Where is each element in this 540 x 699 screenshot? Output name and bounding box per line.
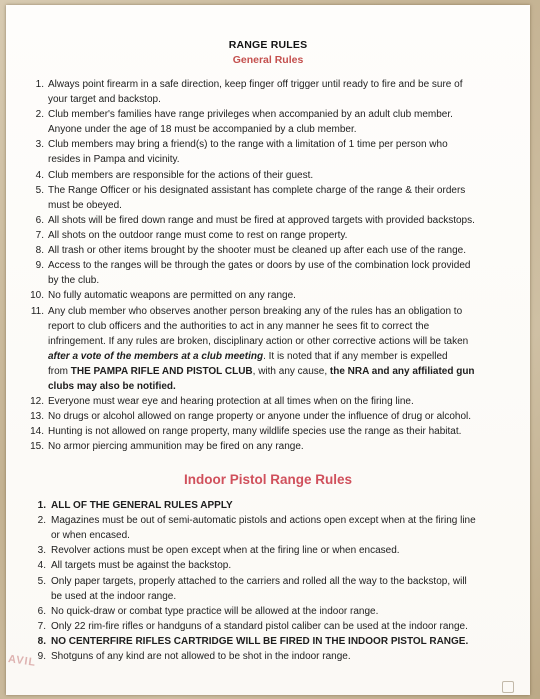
vote-text: after a vote of the members at a club meeting [48, 350, 264, 362]
rule-number: 15. [30, 441, 44, 453]
rule-number: 12. [30, 396, 44, 408]
rule-line: All shots on the outdoor range must come to rest on range property. [48, 230, 348, 241]
rule-number: 9. [35, 260, 44, 272]
rule-text [51, 498, 233, 513]
rule-text [48, 288, 296, 303]
rule-line: No armor piercing ammunition may be fired on any range. [48, 441, 304, 453]
rule-line: ALL OF THE GENERAL RULES APPLY [51, 500, 233, 511]
rule-line: NO CENTERFIRE RIFLES CARTRIDGE WILL BE FIRED IN THE INDOOR PISTOL RANGE. [51, 635, 469, 647]
rule-line: Club member's families have range privileges when accompanied by an adult club member. [48, 109, 453, 121]
rule-line: your target and backstop. [48, 94, 161, 106]
general-rules-subtitle: General Rules [232, 54, 304, 66]
rule-text [48, 394, 414, 409]
rule-number: 9. [37, 651, 46, 662]
rule-text [48, 304, 475, 395]
rule-text [51, 649, 351, 664]
indoor-section-title: Indoor Pistol Range Rules [183, 472, 353, 487]
rule-text [48, 137, 448, 167]
rule-line: resides in Pampa and vicinity. [48, 154, 180, 166]
rule-line: Any club member who observes another person breaking any of the rules has an obligation to [48, 305, 463, 317]
rule-number: 7. [35, 230, 44, 241]
rule-text [48, 213, 475, 228]
rule-number: 13. [30, 411, 44, 423]
vote-tail: . It is noted that if any member is expelled [263, 350, 448, 362]
rule-number: 14. [30, 426, 44, 438]
rule-text [48, 258, 470, 288]
rule-text [48, 107, 453, 137]
rule-text [51, 619, 468, 634]
page-title: RANGE RULES [228, 39, 308, 51]
rule-line: Only paper targets, properly attached to the carriers and rolled all the way to the backstop, will [51, 575, 467, 587]
rule-text [48, 243, 466, 258]
rules-sheet [6, 5, 530, 695]
rule-text [51, 543, 400, 558]
rule-line: Access to the ranges will be through the gates or doors by use of the combination lock provided [48, 260, 471, 272]
rule-line: clubs may also be notified. [48, 380, 176, 392]
rule-number: 2. [37, 515, 46, 527]
rule-number: 8. [35, 245, 44, 257]
rule-number: 1. [35, 79, 44, 90]
rule-line: Club members may bring a friend(s) to the range with a limitation of 1 time per person who [48, 139, 448, 151]
rule-number: 11. [30, 305, 44, 317]
rule-number: 10. [30, 290, 44, 302]
rule-line: Hunting is not allowed on range property, many wildlife species use the range as their habitat. [48, 426, 462, 438]
rule-text [51, 513, 476, 543]
rule-line: No fully automatic weapons are permitted on any range. [48, 290, 296, 302]
rule-text [48, 424, 461, 439]
rule-number: 5. [35, 184, 44, 196]
from-mid: , with any cause, [252, 365, 330, 377]
rule-text [48, 168, 313, 183]
rule-text [48, 228, 347, 243]
rule-number: 6. [35, 214, 44, 226]
rule-number: 8. [37, 635, 46, 647]
rule-number: 3. [35, 139, 44, 151]
rule-text [48, 409, 471, 424]
rule-line: be used at the indoor range. [51, 590, 177, 602]
from-prefix: from [48, 365, 71, 377]
rule-number: 6. [37, 605, 46, 617]
stamp-mark [7, 653, 37, 669]
rule-text [48, 439, 304, 454]
rule-line: The Range Officer or his designated assistant has complete charge of the range & their orders [48, 184, 466, 196]
rule-line: infringement. If any rules are broken, disciplinary action or other corrective actions will be taken [48, 335, 469, 347]
rule-line [48, 349, 475, 364]
rule-line: Magazines must be out of semi-automatic pistols and actions open except when at the firing line [51, 515, 476, 527]
rule-line: No drugs or alcohol allowed on range property or anyone under the influence of drug or alcohol. [48, 411, 472, 423]
stamp-text: AVIL [7, 653, 37, 669]
club-name: THE PAMPA RIFLE AND PISTOL CLUB [70, 365, 253, 377]
rule-text [51, 604, 378, 619]
rule-text [51, 574, 467, 604]
rule-line: Club members are responsible for the actions of their guest. [48, 169, 314, 181]
rule-number: 5. [37, 575, 46, 587]
rule-line: No quick-draw or combat type practice will be allowed at the indoor range. [51, 605, 379, 617]
rule-number: 4. [35, 169, 44, 181]
rule-line: Shotguns of any kind are not allowed to be shot in the indoor range. [51, 651, 351, 662]
corner-mark [502, 681, 514, 693]
rule-line: Revolver actions must be open except when at the firing line or when encased. [51, 545, 400, 557]
rule-line: All shots will be fired down range and must be fired at approved targets with provided backstops. [48, 214, 475, 226]
nra-text: the NRA and any affiliated gun [329, 365, 475, 377]
rule-line: or when encased. [51, 530, 130, 542]
rule-text [51, 558, 231, 573]
rule-text [48, 183, 465, 213]
rule-line: Anyone under the age of 18 must be accompanied by a club member. [48, 124, 357, 136]
rule-number: 3. [37, 545, 46, 557]
rule-line: report to club officers and the authorities to act in any manner he sees fit to correct the [48, 320, 430, 332]
rule-number: 4. [37, 560, 46, 572]
rule-text [51, 634, 468, 649]
rule-line: Always point firearm in a safe direction, keep finger off trigger until ready to fire and be sure of [48, 79, 463, 90]
rule-line: by the club. [48, 275, 100, 287]
rule-line: Only 22 rim-fire rifles or handguns of a standard pistol caliber can be used at the indoor range. [51, 620, 468, 632]
rule-line: must be obeyed. [48, 199, 122, 211]
rule-line: Everyone must wear eye and hearing protection at all times when on the firing line. [48, 396, 414, 408]
rule-number: 7. [37, 620, 46, 632]
rule-line: All trash or other items brought by the shooter must be cleaned up after each use of the range. [48, 245, 467, 257]
rule-number: 2. [35, 109, 44, 121]
rule-line: All targets must be against the backstop. [51, 560, 232, 572]
rule-line [48, 364, 475, 379]
rule-number: 1. [37, 500, 46, 511]
rule-text [48, 77, 462, 107]
